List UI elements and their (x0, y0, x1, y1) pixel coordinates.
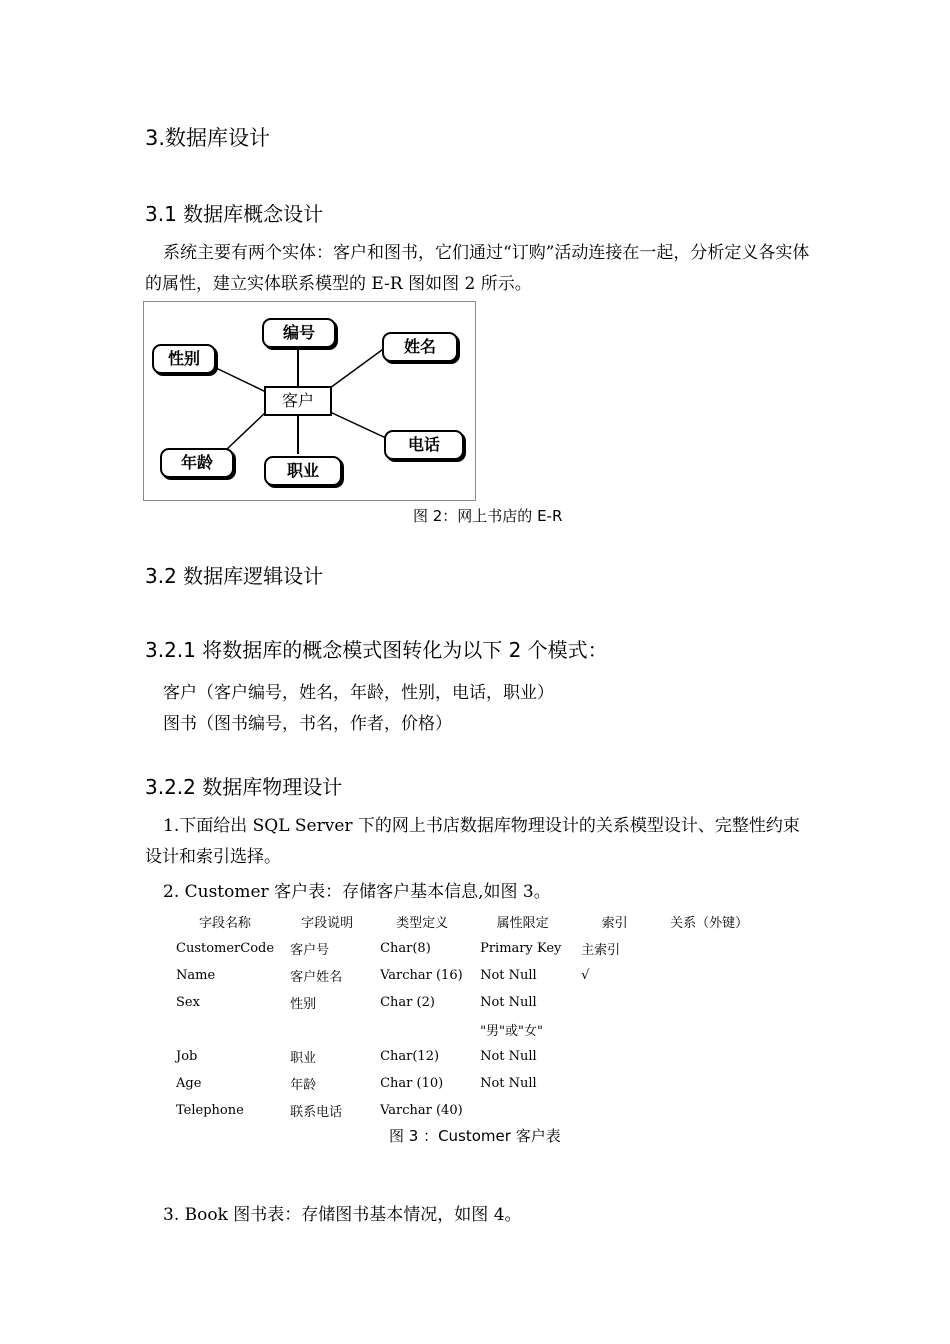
table-cell (656, 1043, 762, 1070)
customer-schema: 客户（客户编号，姓名，年龄，性别，电话，职业） (163, 683, 554, 703)
header-type: 类型定义 (396, 916, 449, 931)
table-cell (656, 935, 762, 962)
table-row (168, 1016, 762, 1043)
table-cell: 性别 (290, 997, 317, 1012)
er-attribute-id: 编号 (262, 318, 336, 348)
er-attribute-name: 姓名 (382, 332, 458, 362)
book-table-intro: 3. Book 图书表：存储图书基本情况，如图 4。 (163, 1205, 522, 1225)
table-cell (472, 1097, 573, 1124)
header-foreign-key: 关系（外键） (670, 916, 749, 931)
table-cell: 主索引 (581, 943, 621, 958)
er-diagram (143, 301, 476, 501)
er-attribute-phone: 电话 (384, 430, 464, 460)
table-row (168, 989, 762, 1016)
table-cell (656, 962, 762, 989)
table-cell: Not Null (480, 1076, 537, 1091)
er-attribute-job: 职业 (264, 456, 342, 486)
section-3-heading: 3.数据库设计 (145, 126, 271, 150)
table-row (168, 962, 762, 989)
table-cell: 客户号 (290, 943, 330, 958)
table-cell: 职业 (290, 1051, 317, 1066)
table-cell: "男"或"女" (480, 1024, 543, 1039)
header-field-name: 字段名称 (199, 916, 252, 931)
table-cell: Char(8) (380, 941, 431, 956)
section-3-1-paragraph: 系统主要有两个实体：客户和图书，它们通过“订购”活动连接在一起，分析定义各实体的属性，建立实体联系模型的 E-R 图如图 2 所示。 (145, 243, 810, 294)
table-cell: Varchar (16) (380, 968, 463, 983)
table-cell: √ (581, 968, 590, 983)
header-field-desc: 字段说明 (301, 916, 354, 931)
table-row (168, 1070, 762, 1097)
table-cell: Telephone (176, 1103, 244, 1118)
table-cell: Name (176, 968, 216, 983)
table-cell (573, 989, 656, 1016)
table-cell (656, 989, 762, 1016)
header-constraint: 属性限定 (496, 916, 549, 931)
table-cell: Job (176, 1049, 198, 1064)
er-entity-customer: 客户 (264, 386, 332, 416)
table-row (168, 935, 762, 962)
table-cell (656, 1097, 762, 1124)
table-header-row (168, 908, 762, 935)
table-cell (656, 1070, 762, 1097)
table-cell: Char (2) (380, 995, 435, 1010)
table-cell (573, 1016, 656, 1043)
table-cell (573, 1070, 656, 1097)
table-row (168, 1097, 762, 1124)
table-cell: 联系电话 (290, 1105, 343, 1120)
table-cell: Char(12) (380, 1049, 440, 1064)
table-cell: Sex (176, 995, 200, 1010)
table-cell (573, 1097, 656, 1124)
table-cell: Age (176, 1076, 202, 1091)
table-cell: Primary Key (480, 941, 562, 956)
figure-2-caption: 图 2：网上书店的 E-R (413, 507, 563, 525)
figure-3-caption: 图 3 ：Customer 客户表 (389, 1127, 561, 1145)
table-cell: 客户姓名 (290, 970, 343, 985)
section-3-2-heading: 3.2 数据库逻辑设计 (145, 564, 324, 588)
table-cell: 年龄 (290, 1078, 317, 1093)
table-cell: Not Null (480, 995, 537, 1010)
table-cell (168, 1016, 282, 1043)
table-cell (372, 1016, 472, 1043)
section-3-2-2-heading: 3.2.2 数据库物理设计 (145, 775, 343, 799)
section-3-1-heading: 3.1 数据库概念设计 (145, 202, 324, 226)
table-cell: Not Null (480, 1049, 537, 1064)
table-cell: Not Null (480, 968, 537, 983)
physical-design-paragraph: 1.下面给出 SQL Server 下的网上书店数据库物理设计的关系模型设计、完整性约束设计和索引选择。 (145, 816, 800, 867)
table-cell (656, 1016, 762, 1043)
er-attribute-age: 年龄 (160, 448, 234, 478)
table-cell (573, 1043, 656, 1070)
er-attribute-gender: 性别 (152, 344, 216, 374)
table-cell: Char (10) (380, 1076, 444, 1091)
customer-table-intro: 2. Customer 客户表：存储客户基本信息,如图 3。 (163, 882, 551, 902)
header-index: 索引 (601, 916, 628, 931)
table-cell: CustomerCode (176, 941, 275, 956)
table-cell (282, 1016, 372, 1043)
table-row (168, 1043, 762, 1070)
section-3-2-1-heading: 3.2.1 将数据库的概念模式图转化为以下 2 个模式： (145, 638, 608, 662)
table-cell: Varchar (40) (380, 1103, 463, 1118)
customer-field-table (168, 908, 762, 1124)
book-schema: 图书（图书编号，书名，作者，价格） (163, 714, 452, 734)
